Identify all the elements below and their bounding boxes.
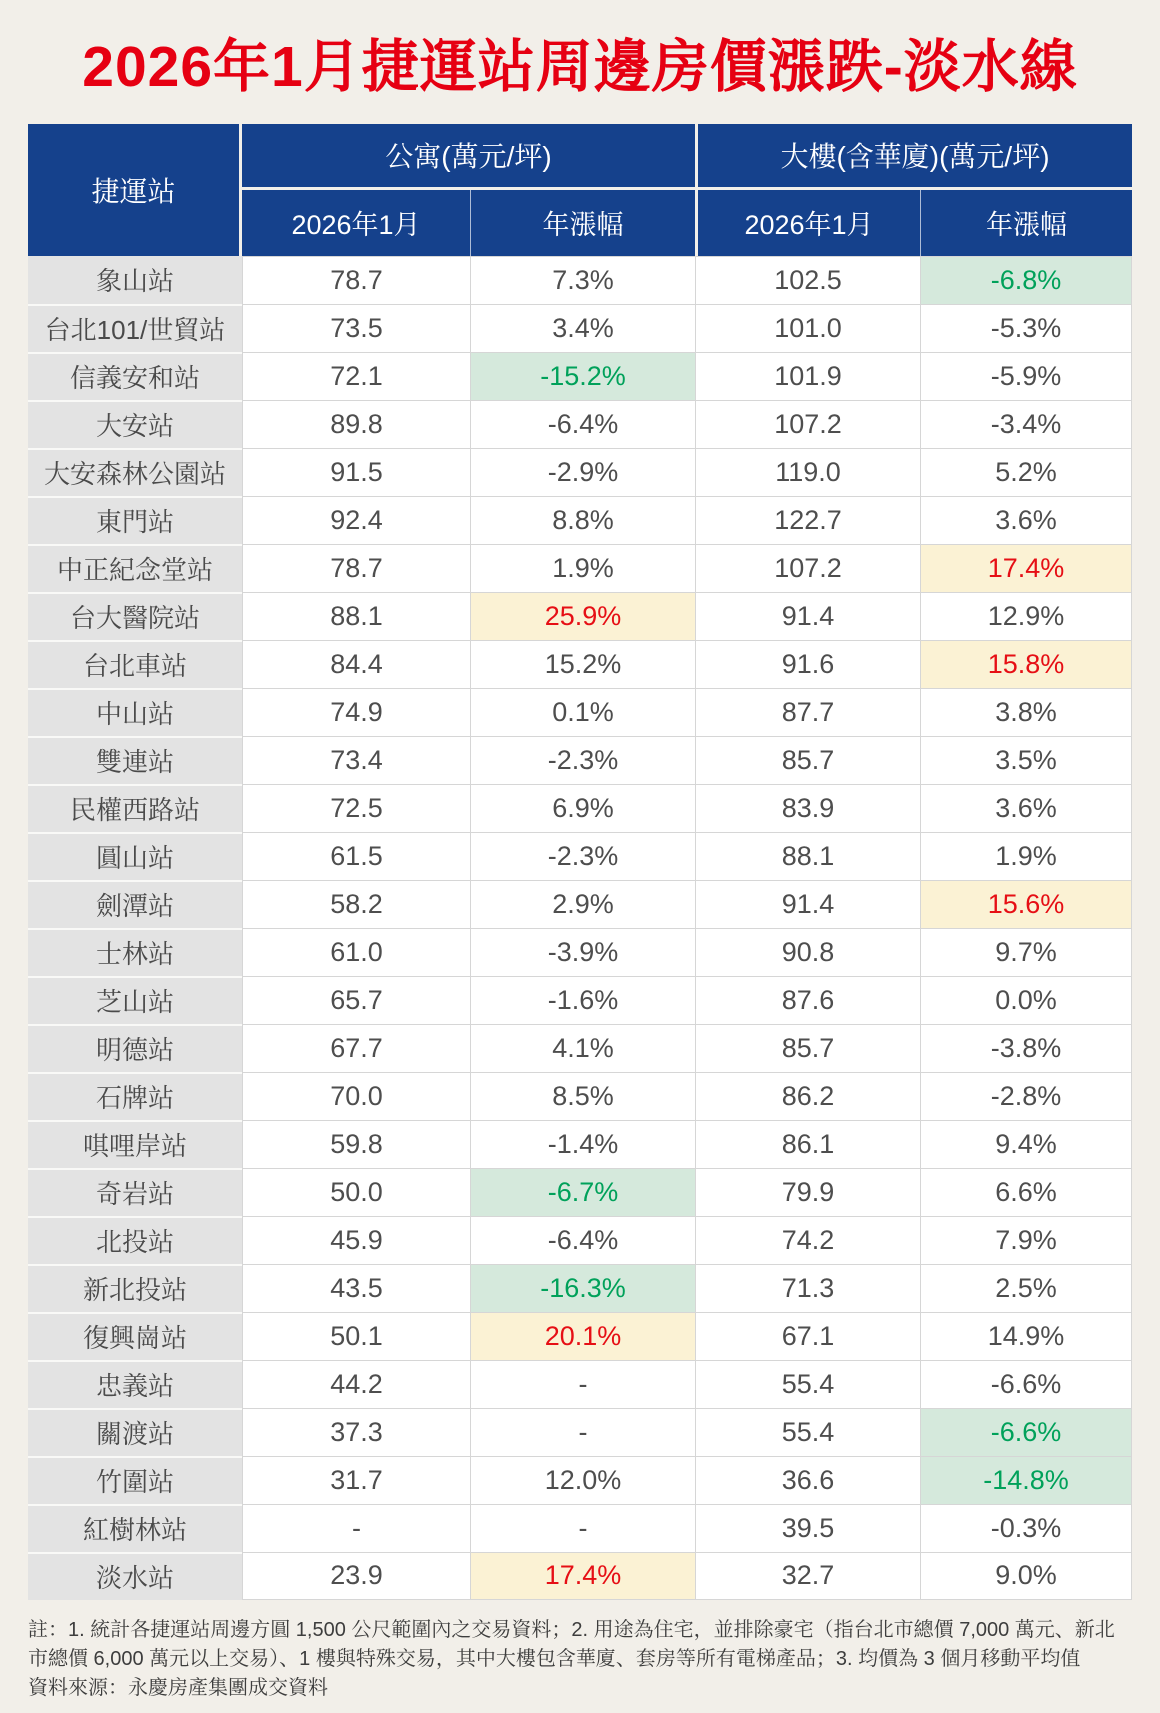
table-row bbox=[28, 592, 1132, 640]
station-name: 復興崗站 bbox=[28, 1312, 242, 1360]
apartment-price-cell: 72.1 bbox=[242, 352, 470, 400]
table-row bbox=[28, 640, 1132, 688]
table-row bbox=[28, 1456, 1132, 1504]
building-yoy-cell: 3.6% bbox=[920, 784, 1132, 832]
building-yoy-cell: -14.8% bbox=[920, 1456, 1132, 1504]
building-yoy-cell: 6.6% bbox=[920, 1168, 1132, 1216]
table-header bbox=[28, 124, 1132, 256]
station-name: 民權西路站 bbox=[28, 784, 242, 832]
apartment-yoy-cell: 2.9% bbox=[470, 880, 695, 928]
station-name: 劍潭站 bbox=[28, 880, 242, 928]
apartment-price-cell: 61.0 bbox=[242, 928, 470, 976]
table-row bbox=[28, 1264, 1132, 1312]
apartment-price-cell: 61.5 bbox=[242, 832, 470, 880]
station-name: 中山站 bbox=[28, 688, 242, 736]
building-yoy-cell: -6.6% bbox=[920, 1360, 1132, 1408]
apartment-price-cell: 59.8 bbox=[242, 1120, 470, 1168]
table-row bbox=[28, 1024, 1132, 1072]
apartment-price-cell: 89.8 bbox=[242, 400, 470, 448]
building-price-cell: 119.0 bbox=[695, 448, 920, 496]
building-price-cell: 85.7 bbox=[695, 736, 920, 784]
building-yoy-cell: 15.8% bbox=[920, 640, 1132, 688]
building-yoy-cell: 3.5% bbox=[920, 736, 1132, 784]
col-header-building-price: 2026年1月 bbox=[695, 190, 920, 256]
apartment-yoy-cell: -1.6% bbox=[470, 976, 695, 1024]
table-row bbox=[28, 400, 1132, 448]
building-yoy-cell: 15.6% bbox=[920, 880, 1132, 928]
building-yoy-cell: 12.9% bbox=[920, 592, 1132, 640]
building-price-cell: 101.9 bbox=[695, 352, 920, 400]
table-row bbox=[28, 352, 1132, 400]
building-yoy-cell: 2.5% bbox=[920, 1264, 1132, 1312]
building-yoy-cell: -2.8% bbox=[920, 1072, 1132, 1120]
building-price-cell: 91.4 bbox=[695, 592, 920, 640]
building-yoy-cell: -0.3% bbox=[920, 1504, 1132, 1552]
apartment-yoy-cell: 7.3% bbox=[470, 256, 695, 304]
table-row bbox=[28, 1312, 1132, 1360]
table-row bbox=[28, 256, 1132, 304]
group-header-row bbox=[28, 124, 1132, 190]
building-price-cell: 107.2 bbox=[695, 544, 920, 592]
station-name: 芝山站 bbox=[28, 976, 242, 1024]
apartment-yoy-cell: 17.4% bbox=[470, 1552, 695, 1600]
station-name: 台大醫院站 bbox=[28, 592, 242, 640]
building-price-cell: 55.4 bbox=[695, 1408, 920, 1456]
apartment-yoy-cell: -3.9% bbox=[470, 928, 695, 976]
building-yoy-cell: 9.4% bbox=[920, 1120, 1132, 1168]
station-name: 大安站 bbox=[28, 400, 242, 448]
building-yoy-cell: 0.0% bbox=[920, 976, 1132, 1024]
table-row bbox=[28, 304, 1132, 352]
building-yoy-cell: 17.4% bbox=[920, 544, 1132, 592]
table-row bbox=[28, 1360, 1132, 1408]
table-row bbox=[28, 544, 1132, 592]
footnotes bbox=[28, 1616, 1132, 1703]
apartment-yoy-cell: -16.3% bbox=[470, 1264, 695, 1312]
building-yoy-cell: 7.9% bbox=[920, 1216, 1132, 1264]
apartment-yoy-cell: 8.8% bbox=[470, 496, 695, 544]
table-row bbox=[28, 1216, 1132, 1264]
building-price-cell: 39.5 bbox=[695, 1504, 920, 1552]
col-header-apartment-price: 2026年1月 bbox=[242, 190, 470, 256]
apartment-price-cell: 23.9 bbox=[242, 1552, 470, 1600]
building-yoy-cell: -5.9% bbox=[920, 352, 1132, 400]
col-group-apartment: 公寓(萬元/坪) bbox=[242, 124, 695, 190]
apartment-yoy-cell: 0.1% bbox=[470, 688, 695, 736]
building-yoy-cell: 3.6% bbox=[920, 496, 1132, 544]
station-name: 竹圍站 bbox=[28, 1456, 242, 1504]
building-price-cell: 55.4 bbox=[695, 1360, 920, 1408]
footnote-text: 註：1. 統計各捷運站周邊方圓 1,500 公尺範圍內之交易資料；2. 用途為住宅，並排除豪宅（指台北市總價 7,000 萬元、新北市總價 6,000 萬元以上交易）、1 樓與特殊交易，其中大樓包含華廈、套房等所有電梯產品；3. 均價為 3 個月移動平均值 bbox=[28, 1618, 1115, 1670]
apartment-yoy-cell: -2.3% bbox=[470, 832, 695, 880]
building-price-cell: 67.1 bbox=[695, 1312, 920, 1360]
apartment-yoy-cell: 12.0% bbox=[470, 1456, 695, 1504]
col-header-building-yoy: 年漲幅 bbox=[920, 190, 1132, 256]
apartment-price-cell: 70.0 bbox=[242, 1072, 470, 1120]
apartment-price-cell: 92.4 bbox=[242, 496, 470, 544]
station-name: 關渡站 bbox=[28, 1408, 242, 1456]
col-group-building: 大樓(含華廈)(萬元/坪) bbox=[695, 124, 1132, 190]
building-yoy-cell: -3.8% bbox=[920, 1024, 1132, 1072]
apartment-yoy-cell: - bbox=[470, 1504, 695, 1552]
apartment-yoy-cell: 8.5% bbox=[470, 1072, 695, 1120]
apartment-yoy-cell: -2.3% bbox=[470, 736, 695, 784]
building-yoy-cell: 3.8% bbox=[920, 688, 1132, 736]
station-name: 唭哩岸站 bbox=[28, 1120, 242, 1168]
table-row bbox=[28, 1120, 1132, 1168]
apartment-yoy-cell: -15.2% bbox=[470, 352, 695, 400]
apartment-price-cell: 91.5 bbox=[242, 448, 470, 496]
table-row bbox=[28, 688, 1132, 736]
station-name: 台北101/世貿站 bbox=[28, 304, 242, 352]
apartment-yoy-cell: -6.4% bbox=[470, 1216, 695, 1264]
building-yoy-cell: -6.8% bbox=[920, 256, 1132, 304]
station-name: 忠義站 bbox=[28, 1360, 242, 1408]
station-name: 石牌站 bbox=[28, 1072, 242, 1120]
apartment-price-cell: 31.7 bbox=[242, 1456, 470, 1504]
building-yoy-cell: 5.2% bbox=[920, 448, 1132, 496]
table-row bbox=[28, 928, 1132, 976]
building-price-cell: 87.6 bbox=[695, 976, 920, 1024]
apartment-yoy-cell: 20.1% bbox=[470, 1312, 695, 1360]
apartment-yoy-cell: -2.9% bbox=[470, 448, 695, 496]
station-name: 圓山站 bbox=[28, 832, 242, 880]
building-yoy-cell: 1.9% bbox=[920, 832, 1132, 880]
building-yoy-cell: 9.0% bbox=[920, 1552, 1132, 1600]
apartment-price-cell: 88.1 bbox=[242, 592, 470, 640]
apartment-price-cell: 84.4 bbox=[242, 640, 470, 688]
apartment-yoy-cell: 1.9% bbox=[470, 544, 695, 592]
building-price-cell: 32.7 bbox=[695, 1552, 920, 1600]
apartment-price-cell: 50.0 bbox=[242, 1168, 470, 1216]
building-price-cell: 85.7 bbox=[695, 1024, 920, 1072]
apartment-price-cell: 78.7 bbox=[242, 544, 470, 592]
apartment-price-cell: 45.9 bbox=[242, 1216, 470, 1264]
apartment-price-cell: 67.7 bbox=[242, 1024, 470, 1072]
apartment-price-cell: 65.7 bbox=[242, 976, 470, 1024]
apartment-price-cell: 78.7 bbox=[242, 256, 470, 304]
building-price-cell: 107.2 bbox=[695, 400, 920, 448]
building-price-cell: 36.6 bbox=[695, 1456, 920, 1504]
station-name: 中正紀念堂站 bbox=[28, 544, 242, 592]
table-row bbox=[28, 1168, 1132, 1216]
table-row bbox=[28, 1504, 1132, 1552]
table-row bbox=[28, 736, 1132, 784]
station-name: 北投站 bbox=[28, 1216, 242, 1264]
building-yoy-cell: -6.6% bbox=[920, 1408, 1132, 1456]
building-price-cell: 86.2 bbox=[695, 1072, 920, 1120]
table-row bbox=[28, 1408, 1132, 1456]
apartment-yoy-cell: 6.9% bbox=[470, 784, 695, 832]
building-price-cell: 79.9 bbox=[695, 1168, 920, 1216]
station-name: 奇岩站 bbox=[28, 1168, 242, 1216]
building-yoy-cell: -3.4% bbox=[920, 400, 1132, 448]
station-name: 信義安和站 bbox=[28, 352, 242, 400]
apartment-price-cell: 58.2 bbox=[242, 880, 470, 928]
apartment-price-cell: 73.4 bbox=[242, 736, 470, 784]
table-row bbox=[28, 448, 1132, 496]
apartment-price-cell: 50.1 bbox=[242, 1312, 470, 1360]
station-name: 台北車站 bbox=[28, 640, 242, 688]
table-row bbox=[28, 880, 1132, 928]
apartment-yoy-cell: -6.4% bbox=[470, 400, 695, 448]
apartment-yoy-cell: -6.7% bbox=[470, 1168, 695, 1216]
station-name: 士林站 bbox=[28, 928, 242, 976]
station-name: 淡水站 bbox=[28, 1552, 242, 1600]
apartment-price-cell: 37.3 bbox=[242, 1408, 470, 1456]
table-row bbox=[28, 1072, 1132, 1120]
apartment-price-cell: - bbox=[242, 1504, 470, 1552]
data-source: 資料來源：永慶房產集團成交資料 bbox=[28, 1676, 328, 1699]
building-yoy-cell: -5.3% bbox=[920, 304, 1132, 352]
col-header-apartment-yoy: 年漲幅 bbox=[470, 190, 695, 256]
apartment-yoy-cell: 3.4% bbox=[470, 304, 695, 352]
building-price-cell: 74.2 bbox=[695, 1216, 920, 1264]
apartment-price-cell: 43.5 bbox=[242, 1264, 470, 1312]
building-price-cell: 71.3 bbox=[695, 1264, 920, 1312]
building-price-cell: 86.1 bbox=[695, 1120, 920, 1168]
table-row bbox=[28, 832, 1132, 880]
table-body bbox=[28, 256, 1132, 1600]
station-name: 雙連站 bbox=[28, 736, 242, 784]
table-row bbox=[28, 496, 1132, 544]
building-price-cell: 91.4 bbox=[695, 880, 920, 928]
station-name: 新北投站 bbox=[28, 1264, 242, 1312]
apartment-price-cell: 73.5 bbox=[242, 304, 470, 352]
col-header-station: 捷運站 bbox=[28, 124, 242, 256]
apartment-yoy-cell: 25.9% bbox=[470, 592, 695, 640]
building-price-cell: 90.8 bbox=[695, 928, 920, 976]
apartment-price-cell: 44.2 bbox=[242, 1360, 470, 1408]
building-price-cell: 101.0 bbox=[695, 304, 920, 352]
apartment-yoy-cell: 15.2% bbox=[470, 640, 695, 688]
apartment-yoy-cell: 4.1% bbox=[470, 1024, 695, 1072]
station-name: 明德站 bbox=[28, 1024, 242, 1072]
building-yoy-cell: 9.7% bbox=[920, 928, 1132, 976]
building-price-cell: 87.7 bbox=[695, 688, 920, 736]
building-price-cell: 122.7 bbox=[695, 496, 920, 544]
apartment-yoy-cell: - bbox=[470, 1360, 695, 1408]
building-price-cell: 83.9 bbox=[695, 784, 920, 832]
building-price-cell: 88.1 bbox=[695, 832, 920, 880]
apartment-yoy-cell: -1.4% bbox=[470, 1120, 695, 1168]
apartment-price-cell: 74.9 bbox=[242, 688, 470, 736]
page-title: 2026年1月捷運站周邊房價漲跌-淡水線 bbox=[82, 35, 1078, 99]
apartment-price-cell: 72.5 bbox=[242, 784, 470, 832]
apartment-yoy-cell: - bbox=[470, 1408, 695, 1456]
station-name: 東門站 bbox=[28, 496, 242, 544]
table-row bbox=[28, 784, 1132, 832]
table-row bbox=[28, 1552, 1132, 1600]
building-price-cell: 91.6 bbox=[695, 640, 920, 688]
table-row bbox=[28, 976, 1132, 1024]
building-price-cell: 102.5 bbox=[695, 256, 920, 304]
price-table bbox=[28, 124, 1132, 1600]
station-name: 大安森林公園站 bbox=[28, 448, 242, 496]
building-yoy-cell: 14.9% bbox=[920, 1312, 1132, 1360]
station-name: 紅樹林站 bbox=[28, 1504, 242, 1552]
station-name: 象山站 bbox=[28, 256, 242, 304]
